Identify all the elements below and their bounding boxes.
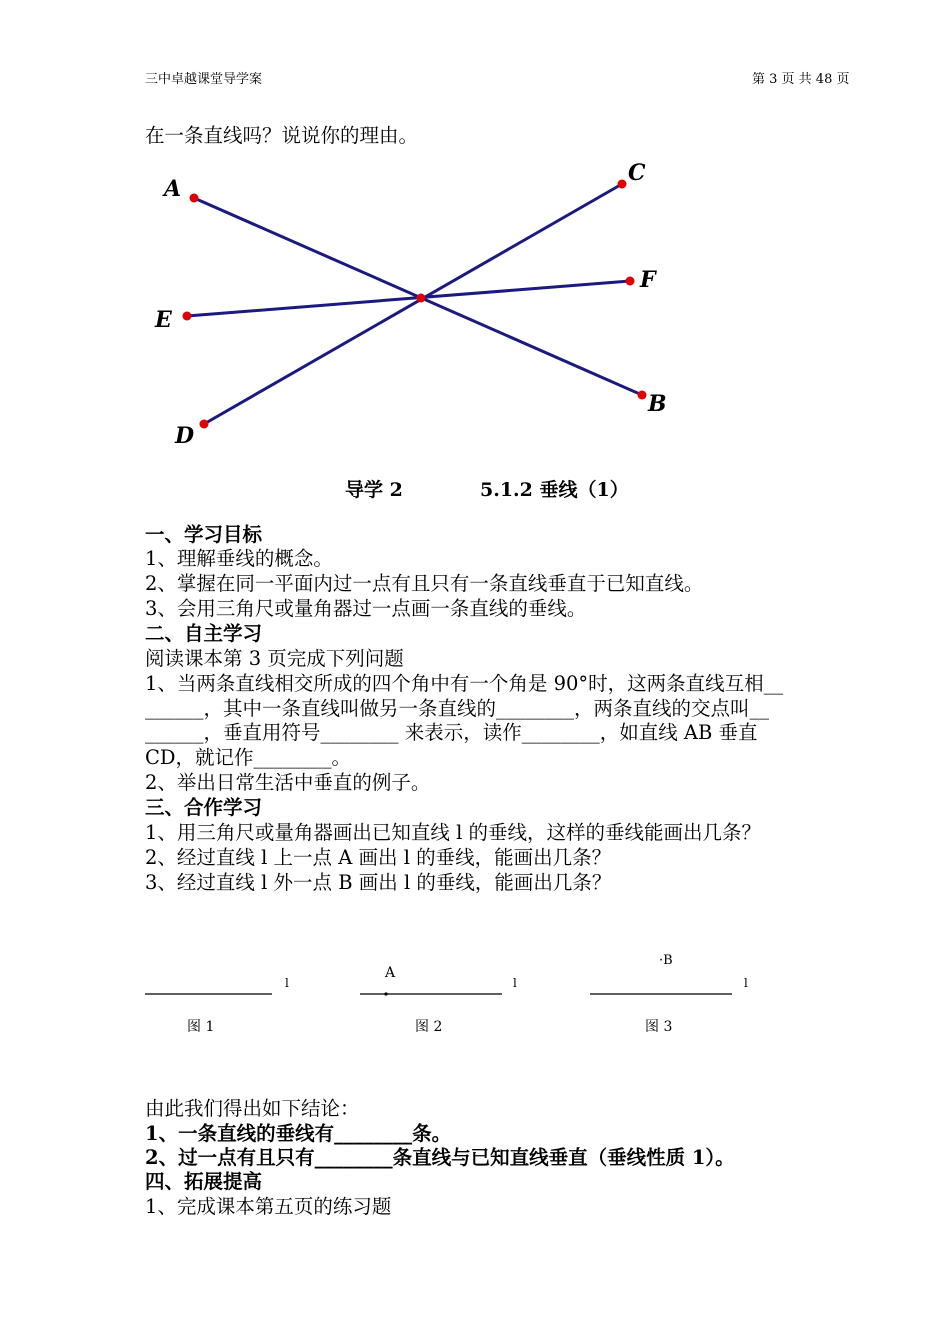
header-right: 第 3 页 共 48 页 xyxy=(752,72,850,87)
s2-q2: 2、举出日常生活中垂直的例子。 xyxy=(145,771,431,794)
fig3-line-label: l xyxy=(744,976,748,990)
point-E xyxy=(183,312,192,321)
label-B: B xyxy=(648,391,667,417)
s1-item-2: 2、掌握在同一平面内过一点有且只有一条直线垂直于已知直线。 xyxy=(145,572,704,595)
section-1-heading: 一、学习目标 xyxy=(145,523,263,546)
section-3-heading: 三、合作学习 xyxy=(145,796,263,819)
s3-item-3: 3、经过直线 l 外一点 B 画出 l 的垂线，能画出几条？ xyxy=(145,871,612,894)
fig2-caption: 图 2 xyxy=(415,1019,443,1035)
label-D: D xyxy=(175,423,195,449)
fig2-point-label: A xyxy=(385,965,396,981)
intersection-point xyxy=(417,294,426,303)
conclusion-2: 2、过一点有且只有________条直线与已知直线垂直（垂线性质 1）。 xyxy=(145,1146,735,1169)
point-D xyxy=(200,420,209,429)
lesson-title-part1: 导学 2 xyxy=(345,479,403,501)
s2-q1-line1: 1、当两条直线相交所成的四个角中有一个角是 90°时，这两条直线互相__ xyxy=(145,672,784,695)
s1-item-1: 1、理解垂线的概念。 xyxy=(145,547,333,570)
intro-text: 在一条直线吗？说说你的理由。 xyxy=(145,124,419,147)
intersecting-lines-diagram xyxy=(0,160,950,460)
fig1-caption: 图 1 xyxy=(187,1019,215,1035)
section-4-heading: 四、拓展提高 xyxy=(145,1170,263,1193)
section-2-heading: 二、自主学习 xyxy=(145,622,263,645)
fig1-line-label: l xyxy=(285,976,289,990)
fig2-line-label: l xyxy=(513,976,517,990)
label-A: A xyxy=(164,176,182,202)
s3-item-2: 2、经过直线 l 上一点 A 画出 l 的垂线，能画出几条？ xyxy=(145,846,612,869)
label-E: E xyxy=(155,307,172,333)
label-C: C xyxy=(628,160,646,186)
figure-lines xyxy=(0,960,950,1020)
lesson-title-part2: 5.1.2 垂线（1） xyxy=(480,479,629,501)
point-C xyxy=(618,180,627,189)
fig3-caption: 图 3 xyxy=(645,1019,673,1035)
point-F xyxy=(626,277,635,286)
conclusion-1: 1、一条直线的垂线有________条。 xyxy=(145,1122,452,1145)
s2-q1-line2: ______，其中一条直线叫做另一条直线的________，两条直线的交点叫__ xyxy=(145,697,770,720)
s2-q1-line4: CD，就记作________。 xyxy=(145,746,352,769)
point-A xyxy=(190,194,199,203)
fig2-point-A xyxy=(384,992,387,995)
s2-read: 阅读课本第 3 页完成下列问题 xyxy=(145,647,404,670)
label-F: F xyxy=(640,267,656,293)
s1-item-3: 3、会用三角尺或量角器过一点画一条直线的垂线。 xyxy=(145,597,587,620)
s3-item-1: 1、用三角尺或量角器画出已知直线 l 的垂线，这样的垂线能画出几条？ xyxy=(145,821,762,844)
line-EF xyxy=(187,281,630,316)
header-left: 三中卓越课堂导学案 xyxy=(145,72,263,87)
conclusion-intro: 由此我们得出如下结论： xyxy=(145,1097,360,1120)
point-B xyxy=(638,391,647,400)
s4-item-1: 1、完成课本第五页的练习题 xyxy=(145,1195,392,1218)
line-CD xyxy=(204,184,622,424)
s2-q1-line3: ______，垂直用符号________ 来表示，读作________，如直线 AB 垂直 xyxy=(145,721,758,744)
fig3-point-label: ·B xyxy=(659,953,673,968)
